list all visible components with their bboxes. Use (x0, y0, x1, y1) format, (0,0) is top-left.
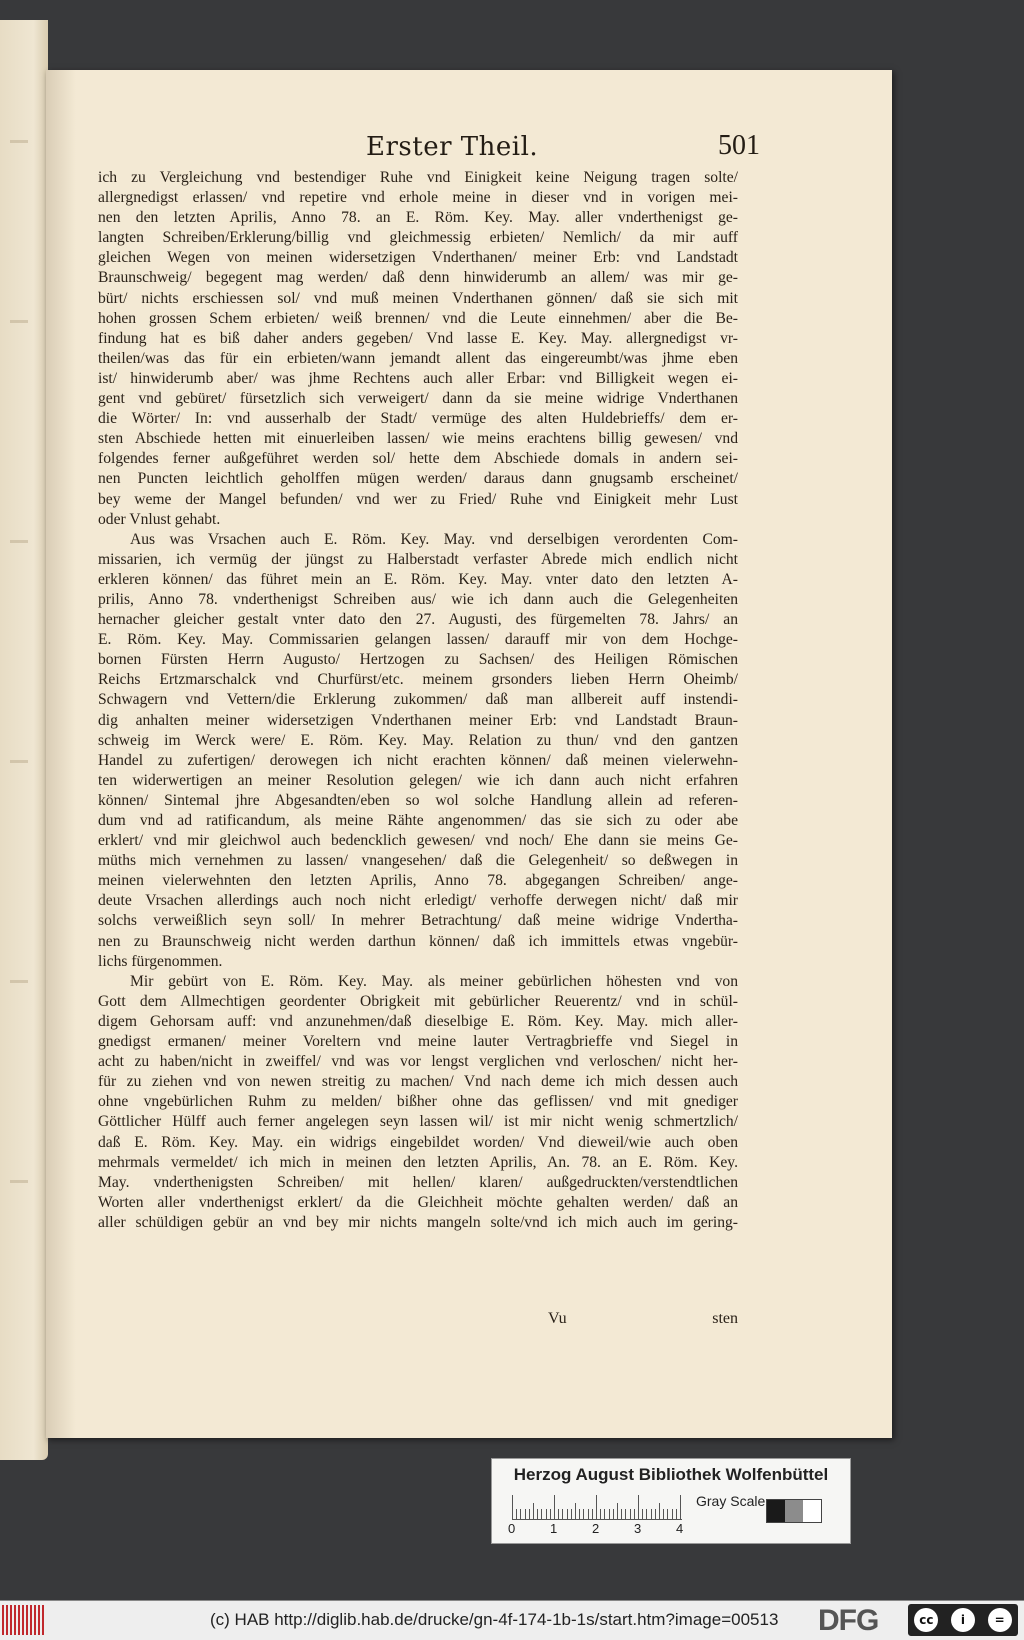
text-line: lichs fürgenommen. (98, 952, 223, 970)
text-line: erklert/ vnd mir gleichwol auch bedencklich gewesen/ vnd noch/ Ehe dann sie meins Ge- (98, 832, 738, 850)
sa-icon: = (988, 1608, 1012, 1632)
text-line: daß E. Röm. Key. May. ein widrigs eingebildet worden/ Vnd dieweil/wie auch oben (98, 1133, 738, 1151)
text-line: bornen Fürsten Herrn Augusto/ Hertzogen zu Sachsen/ des Heiligen Römischen (98, 651, 738, 669)
text-line: nen den letzten Aprilis, Anno 78. an E. Röm. Key. May. aller vnderthenigst ge- (98, 209, 738, 227)
gray-scale-label: Gray Scale (696, 1493, 766, 1509)
text-line: Mir gebürt von E. Röm. Key. May. als meiner gebürlichen höhesten vnd von (130, 972, 738, 990)
body-text (98, 168, 738, 1233)
footer-bar (0, 1600, 1024, 1640)
text-line: sten Abschiede hetten mit einuerleiben lassen/ wie meins erachtens billig gewesen/ vnd (98, 430, 738, 448)
text-line: die Wörter/ In: vnd ausserhalb der Stadt/ vermüge des alten Huldebrieffs/ dem er- (98, 410, 738, 428)
text-line: Göttlicher Hülff auch ferner angelegen seyn lassen wil/ ist mir nicht wenig schmertzlich/ (98, 1113, 738, 1131)
library-name: Herzog August Bibliothek Wolfenbüttel (513, 1465, 829, 1484)
text-line: müths mich vernehmen zu lassen/ vnangesehen/ daß die Gelegenheit/ so deßwegen in (98, 852, 738, 870)
ruler-number: 0 (508, 1521, 516, 1536)
signature-mark: Vu (548, 1310, 567, 1327)
gray-swatch (785, 1500, 803, 1522)
text-line: ohne vngebürlichen Ruhm zu melden/ bißher ohne das geflissen/ vnd mit gnediger (98, 1093, 738, 1111)
text-line: Gott dem Allmechtigen geordenter Obrigkeit mit gebürlicher Reuerentz/ vnd in schül- (98, 992, 738, 1010)
text-line: können/ Sintemal jhre Abgesandten/eben so wol solche Handlung allein ad referen- (98, 791, 738, 809)
hab-logo-icon (2, 1605, 46, 1635)
text-line: meinen vielerwehnten den letzten Aprilis, Anno 78. abgegangen Schreiben/ ange- (98, 872, 738, 890)
text-line: nen zu Braunschweig nicht werden darthun können/ daß ich immittels etwas vngebür- (98, 932, 738, 950)
text-line: folgendes ferner außgeführet werden sol/ hette dem Abschiede domals in andern sei- (98, 450, 738, 468)
text-line: bürt/ nichts erschiessen sol/ vnd muß meinen Vnderthanen gönnen/ daß sie sich mit (98, 289, 738, 307)
text-line: mehrmals vermeldet/ ich mich in meinen den letzten Aprilis, An. 78. an E. Röm. Key. (98, 1153, 738, 1171)
cc-license-badge[interactable] (908, 1604, 1018, 1636)
text-line: dig anhalten meiner widersetzigen Vnderthanen meiner Erb: vnd Landstadt Braun- (98, 711, 738, 729)
previous-page-edge (0, 20, 48, 1460)
text-line: ich zu Vergleichung vnd bestendiger Ruhe vnd Einigkeit keine Neigung tragen solte/ (98, 169, 738, 186)
copyright-link[interactable]: (c) HAB http://diglib.hab.de/drucke/gn-4f-174-1b-1s/start.htm?image=00513 (210, 1610, 779, 1629)
by-icon: i (951, 1608, 975, 1632)
library-color-card (491, 1458, 851, 1544)
gray-scale-swatches (766, 1499, 822, 1523)
text-line: Worten aller vnderthenigst erklert/ da die Gleichheit möchte gehalten werden/ daß an (98, 1193, 738, 1211)
text-line: erkleren können/ das führet mein an E. Röm. Key. May. vnter dato den letzten A- (98, 570, 738, 588)
text-line: gent vnd gebüret/ fürsetzlich sich verweigert/ dann da sie meine widrige Vnderthanen (98, 390, 738, 408)
cc-icon: cc (914, 1608, 938, 1632)
page-header (96, 128, 760, 168)
text-line: Handel zu zufertigen/ derowegen ich nicht erachten können/ daß meinen vielerwehn- (98, 751, 738, 769)
text-line: aller schüldigen gebür an vnd bey mir nichts mangeln solte/vnd ich mich auch im gering- (98, 1213, 738, 1231)
text-line: ist/ hinwiderumb aber/ was jhme Rechtens auch aller Erbar: vnd Billigkeit wegen ei- (98, 369, 738, 387)
text-line: May. vnderthenigsten Schreiben/ mit hellen/ klaren/ außgedruckten/verstendtlichen (98, 1173, 738, 1191)
catchword: sten (712, 1310, 738, 1327)
gray-swatch (803, 1500, 821, 1522)
text-line: ten widerwertigen an meiner Resolution gelegen/ wie ich dann auch nicht erfahren (98, 771, 738, 789)
ruler-number: 4 (676, 1521, 684, 1536)
scale-ruler (512, 1495, 682, 1520)
ruler-number: 3 (634, 1521, 642, 1536)
text-line: deute Vrsachen allerdings auch noch nicht erledigt/ verhoffe derwegen nicht/ daß mir (98, 892, 738, 910)
running-head: Erster Theil. (366, 132, 539, 162)
text-line: oder Vnlust gehabt. (98, 510, 221, 528)
text-line: schweig im Werck were/ E. Röm. Key. May. Relation zu thun/ vnd den gantzen (98, 731, 738, 749)
ruler-number: 1 (550, 1521, 558, 1536)
text-line: langten Schreiben/Erklerung/billig vnd gleichmessig erbieten/ Nemlich/ da mir auff (98, 229, 738, 247)
page-number: 501 (718, 130, 760, 161)
text-line: prilis, Anno 78. vnderthenigst Schreiben aus/ wie ich dann auch die Gelegenheiten (98, 590, 738, 608)
text-line: allergnedigst erlassen/ vnd repetire vnd erhole meine in dieser vnd in vorigen mei- (98, 189, 738, 207)
text-line: für zu ziehen vnd von newen streitig zu machen/ Vnd nach deme ich mich dessen auch (98, 1073, 738, 1091)
text-line: nen Puncten leichtlich geholffen mügen werden/ daraus dann gnugsamb erscheinet/ (98, 470, 738, 488)
ruler-number: 2 (592, 1521, 600, 1536)
text-line: Reichs Ertzmarschalck vnd Churfürst/etc. meinem grsonders lieben Herrn Oheimb/ (98, 671, 738, 689)
text-line: gleichen Wegen von meinen widersetzigen Vnderthanen/ meiner Erb: vnd Landstadt (98, 249, 738, 267)
text-line: E. Röm. Key. May. Commissarien gelangen lassen/ darauff mir von dem Hochge- (98, 631, 738, 649)
catchword-line (98, 1310, 738, 1334)
text-line: dum vnd ad ratificandum, als meine Rähte angenommen/ das sie sich zu oder abe (98, 812, 738, 829)
text-line: missarien, ich vermüg der jüngst zu Halberstadt verfaster Abrede mich endlich nicht (98, 550, 738, 568)
text-line: findung hat es biß daher anders gegeben/ Vnd lasse E. Key. May. allergnedigst vr- (98, 329, 738, 347)
dfg-logo: DFG (818, 1604, 879, 1637)
text-line: theilen/was das für ein erbieten/wann jemandt allent das eingereumbt/was jhme eben (98, 349, 738, 367)
text-line: solchs verweißlich seyn soll/ In mehrer Betrachtung/ daß meine widrige Vndertha- (98, 912, 738, 930)
book-page (46, 70, 892, 1438)
text-line: hernacher gleicher gestalt vnter dato den 27. Augusti, des fürgemelten 78. Jahrs/ an (98, 611, 738, 629)
text-line: digem Gehorsam auff: vnd anzunehmen/daß dieselbige E. Röm. Key. May. mich aller- (98, 1012, 738, 1030)
text-line: bey weme der Mangel befunden/ vnd wer zu Fried/ Ruhe vnd Einigkeit mehr Lust (98, 490, 738, 508)
text-line: Schwagern vnd Vettern/die Erklerung zukommen/ daß man allbereit auff instendi- (98, 691, 738, 709)
gray-swatch (767, 1500, 785, 1522)
ruler-numbers (508, 1521, 708, 1537)
text-line: hohen grossen Schem erbieten/ weiß brennen/ vnd die Leute einnehmen/ aber die Be- (98, 309, 738, 327)
text-line: acht zu haben/nicht in zweiffel/ vnd was vor lengst verglichen vnd verloschen/ nicht her- (98, 1053, 738, 1071)
text-line: Braunschweig/ begegent mag werden/ daß denn hinwiderumb an allem/ was mir ge- (98, 269, 738, 287)
text-line: gnedigst ermanen/ meiner Voreltern vnd meine lauter Vertragbrieffe vnd Siegel in (98, 1033, 738, 1051)
text-line: Aus was Vrsachen auch E. Röm. Key. May. vnd derselbigen verordenten Com- (130, 530, 738, 548)
